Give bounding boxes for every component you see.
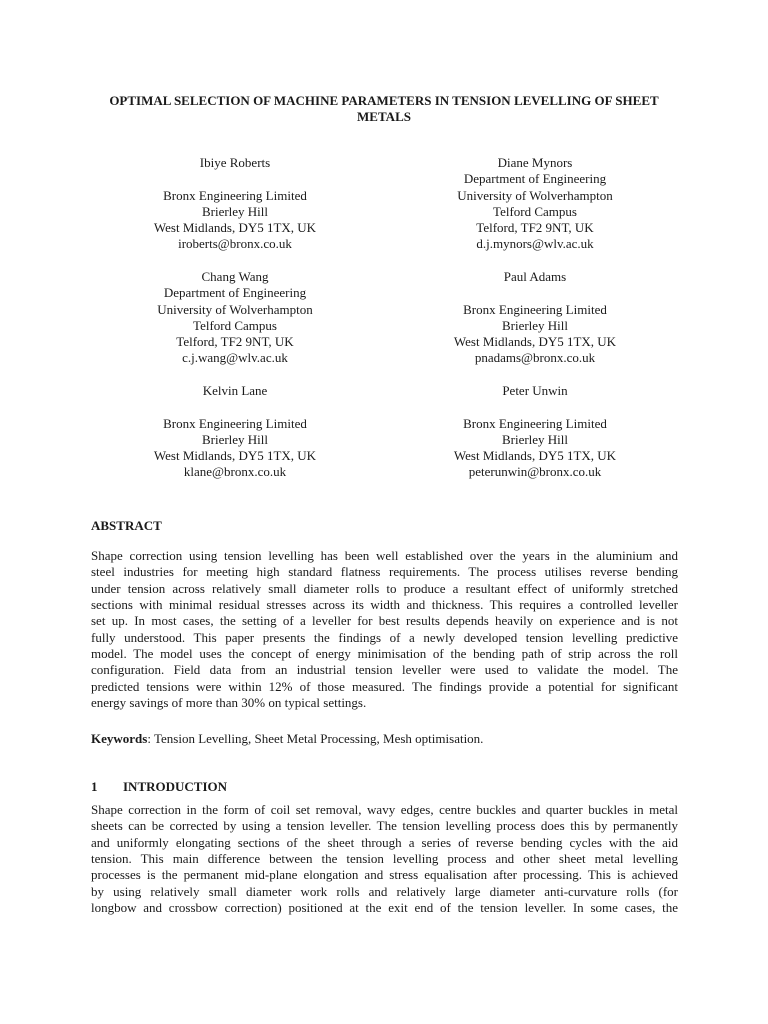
abstract-line: predicted tensions were within 12% of those measured. The findings provide a potential for significant: [91, 678, 678, 694]
abstract-heading: ABSTRACT: [91, 518, 162, 533]
abstract-line: steel industries for meeting high standard flatness requirements. The process utilises reverse bending: [91, 564, 678, 580]
author-affiliation-line: Bronx Engineering Limited: [163, 415, 307, 431]
title-line-2: METALS: [357, 109, 411, 124]
section-title: INTRODUCTION: [123, 779, 228, 794]
author-peter-unwin: [385, 383, 685, 481]
keywords-text: : Tension Levelling, Sheet Metal Processing, Mesh optimisation.: [147, 731, 484, 746]
author-name: Peter Unwin: [502, 383, 568, 398]
introduction-line: sheets can be corrected by using a tension leveller. The tension levelling process does this by permanently: [91, 818, 678, 834]
introduction-line: and uniformly elongating sections of the sheet through a series of reverse bending cycles with the aid: [91, 834, 678, 850]
keywords: [91, 731, 483, 747]
section-number: 1: [91, 779, 98, 794]
author-affiliation-line: West Midlands, DY5 1TX, UK: [453, 448, 617, 464]
author-affiliation-line: University of Wolverhampton: [157, 301, 313, 317]
author-affiliation-line: Department of Engineering: [463, 171, 607, 187]
abstract-line: fully understood. This paper presents the findings of a newly developed tension levelling predictive: [91, 629, 678, 645]
title-line-1: OPTIMAL SELECTION OF MACHINE PARAMETERS IN TENSION LEVELLING OF SHEET: [109, 93, 659, 108]
author-paul-adams: [385, 269, 685, 383]
author-affiliation-line: Bronx Engineering Limited: [163, 187, 307, 203]
author-affiliation-line: West Midlands, DY5 1TX, UK: [453, 334, 617, 350]
author-affiliation-line: Brierley Hill: [501, 317, 569, 333]
author-affiliation-line: Brierley Hill: [201, 203, 269, 219]
author-affiliation-line: Department of Engineering: [163, 285, 307, 301]
author-affiliation-line: West Midlands, DY5 1TX, UK: [153, 448, 317, 464]
author-email: peterunwin@bronx.co.uk: [468, 464, 602, 480]
author-name: Ibiye Roberts: [199, 155, 271, 170]
author-ibiye-roberts: [85, 155, 385, 269]
introduction-line: processes is the permanent mid-plane elongation and stress equalisation after processing. This is achieved: [91, 867, 678, 883]
introduction-line: by using relatively small diameter work rolls and relatively large diameter anti-curvature rolls (for: [91, 883, 678, 899]
section-heading-introduction: [91, 779, 227, 795]
author-chang-wang: [85, 269, 385, 383]
author-affiliation-line: Telford Campus: [193, 317, 277, 333]
introduction-line: Shape correction in the form of coil set removal, wavy edges, centre buckles and quarter buckles in metal: [91, 802, 678, 817]
abstract-line: set up. In most cases, the setting of a leveller for best results depends heavily on experience and is not: [91, 613, 678, 629]
author-affiliation-line: Bronx Engineering Limited: [463, 301, 607, 317]
abstract-line: sections with minimal residual stresses across its width and thickness. This requires a controlled leveller: [91, 597, 678, 613]
abstract-line: energy savings of more than 30% on typical settings.: [91, 695, 367, 711]
abstract-body: [91, 548, 678, 711]
author-email: c.j.wang@wlv.ac.uk: [182, 350, 288, 366]
author-affiliation-line: Telford, TF2 9NT, UK: [476, 220, 594, 236]
author-kelvin-lane: [85, 383, 385, 481]
author-block: [85, 155, 685, 481]
author-email: iroberts@bronx.co.uk: [178, 236, 292, 252]
introduction-line: tension. This main difference between the tension levelling process and other sheet metal levelling: [91, 851, 678, 867]
abstract-line: under tension across relatively small diameter rolls to produce a resultant effect of uniformly stretched: [91, 580, 678, 596]
author-affiliation-line: University of Wolverhampton: [457, 187, 613, 203]
author-name: Paul Adams: [503, 269, 567, 284]
author-affiliation-line: Telford Campus: [493, 203, 577, 219]
author-affiliation-line: Brierley Hill: [201, 431, 269, 447]
keywords-label: Keywords: [91, 731, 148, 746]
author-affiliation-line: Telford, TF2 9NT, UK: [176, 334, 294, 350]
abstract-line: model. The model uses the concept of energy minimisation of the bending path of strip across the roll: [91, 646, 678, 662]
abstract-line: configuration. Field data from an industrial tension leveller were used to validate the model. The: [91, 662, 678, 678]
introduction-body: [91, 802, 678, 916]
author-email: d.j.mynors@wlv.ac.uk: [476, 236, 594, 252]
author-name: Kelvin Lane: [202, 383, 268, 398]
author-email: pnadams@bronx.co.uk: [474, 350, 596, 366]
introduction-line: longbow and crossbow correction) positioned at the exit end of the tension leveller. In some cases, the: [91, 900, 678, 916]
author-name: Chang Wang: [201, 269, 269, 284]
author-diane-mynors: [385, 155, 685, 269]
author-email: klane@bronx.co.uk: [183, 464, 287, 480]
author-affiliation-line: West Midlands, DY5 1TX, UK: [153, 220, 317, 236]
paper-title: [80, 93, 688, 125]
author-name: Diane Mynors: [497, 155, 573, 170]
abstract-line: Shape correction using tension levelling has been well established over the years in the aluminium and: [91, 548, 678, 563]
author-affiliation-line: Bronx Engineering Limited: [463, 415, 607, 431]
author-affiliation-line: Brierley Hill: [501, 431, 569, 447]
